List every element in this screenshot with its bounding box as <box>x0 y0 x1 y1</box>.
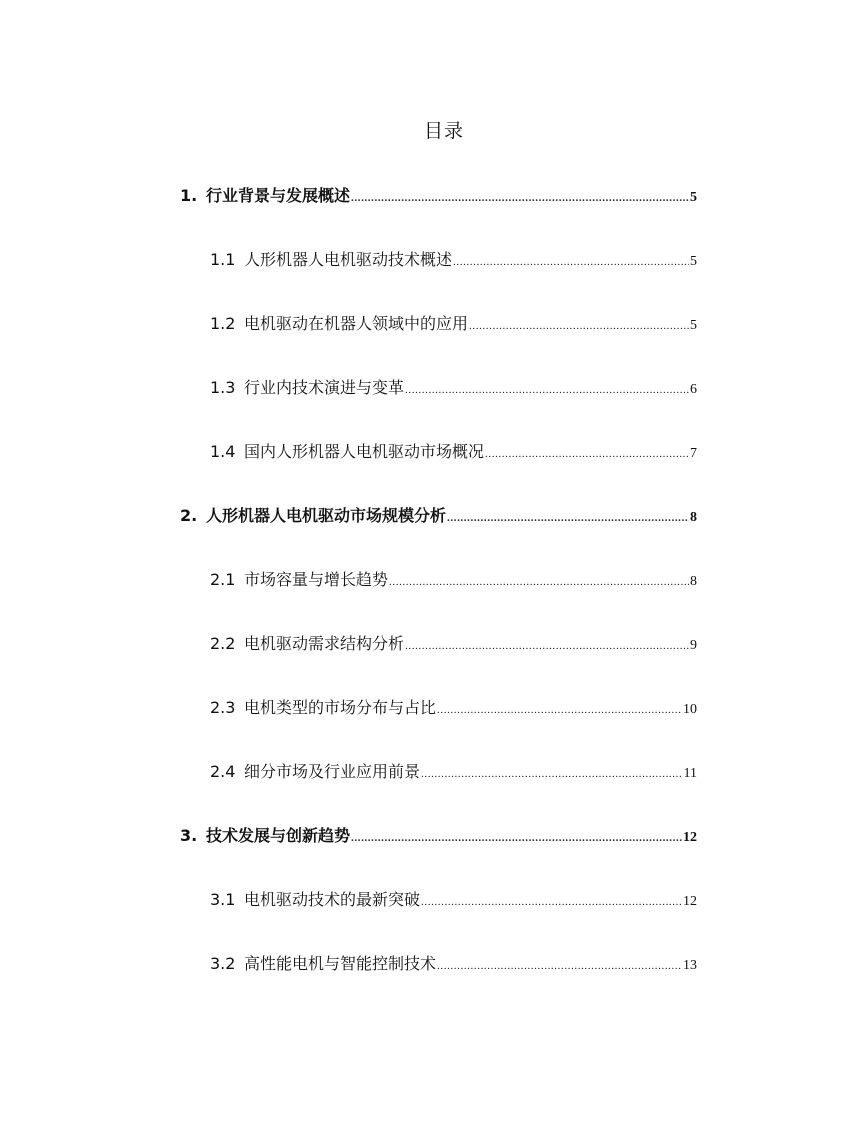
dot-leader <box>405 384 689 396</box>
dot-leader <box>405 640 689 652</box>
toc-entry-page: 10 <box>683 702 697 717</box>
toc-entry-number: 3. <box>180 826 198 845</box>
toc-entry-2-2[interactable] <box>210 631 697 654</box>
toc-entry-title: 电机驱动需求结构分析 <box>244 634 405 653</box>
toc-entry-number: 3.2 <box>210 954 236 973</box>
toc-entry-title: 人形机器人电机驱动市场规模分析 <box>206 506 447 525</box>
dot-leader <box>351 832 682 844</box>
toc-entry-page: 13 <box>683 958 697 973</box>
toc-entry-1-2[interactable] <box>210 311 697 334</box>
toc-entry-3[interactable] <box>180 823 697 846</box>
toc-entry-page: 5 <box>690 190 697 205</box>
toc-entry-page: 12 <box>683 830 697 845</box>
toc-entry-page: 7 <box>690 446 697 461</box>
dot-leader <box>389 576 689 588</box>
toc-entry-2-3[interactable] <box>210 695 697 718</box>
toc-entry-number: 2.4 <box>210 762 236 781</box>
toc-entry-1-3[interactable] <box>210 375 697 398</box>
toc-entry-title: 高性能电机与智能控制技术 <box>244 954 437 973</box>
dot-leader <box>447 512 689 524</box>
toc-entry-number: 1.4 <box>210 442 236 461</box>
dot-leader <box>351 192 689 204</box>
toc-entry-number: 2.1 <box>210 570 236 589</box>
toc-entry-1-4[interactable] <box>210 439 697 462</box>
toc-entry-page: 8 <box>690 510 697 525</box>
dot-leader <box>437 704 682 716</box>
toc-entry-1[interactable] <box>180 183 697 206</box>
toc-entry-2[interactable] <box>180 503 697 526</box>
toc-entry-page: 9 <box>690 638 697 653</box>
toc-entry-page: 11 <box>683 766 697 781</box>
dot-leader <box>485 448 689 460</box>
dot-leader <box>437 960 682 972</box>
toc-entry-page: 6 <box>690 382 697 397</box>
toc-entry-1-1[interactable] <box>210 247 697 270</box>
toc-entry-title: 电机类型的市场分布与占比 <box>244 698 437 717</box>
dot-leader <box>421 896 682 908</box>
toc-entry-number: 2. <box>180 506 198 525</box>
toc-entry-page: 12 <box>683 894 697 909</box>
dot-leader <box>421 768 683 780</box>
toc-entry-title: 技术发展与创新趋势 <box>206 826 351 845</box>
toc-entry-2-1[interactable] <box>210 567 697 590</box>
toc-entry-page: 5 <box>690 318 697 333</box>
toc-entry-title: 人形机器人电机驱动技术概述 <box>244 250 453 269</box>
toc-entry-title: 电机驱动在机器人领域中的应用 <box>244 314 469 333</box>
toc-entry-number: 2.2 <box>210 634 236 653</box>
toc-entry-number: 1.1 <box>210 250 236 269</box>
toc-entry-2-4[interactable] <box>210 759 697 782</box>
toc-entry-title: 市场容量与增长趋势 <box>244 570 389 589</box>
toc-entry-number: 3.1 <box>210 890 236 909</box>
toc-entry-page: 8 <box>690 574 697 589</box>
toc-entry-title: 细分市场及行业应用前景 <box>244 762 421 781</box>
toc-entry-title: 电机驱动技术的最新突破 <box>244 890 421 909</box>
dot-leader <box>469 320 689 332</box>
toc-entry-number: 1.2 <box>210 314 236 333</box>
toc-entry-title: 行业背景与发展概述 <box>206 186 351 205</box>
toc-entry-number: 1. <box>180 186 198 205</box>
toc-entry-title: 行业内技术演进与变革 <box>244 378 405 397</box>
toc-entry-3-1[interactable] <box>210 887 697 910</box>
toc-entry-number: 2.3 <box>210 698 236 717</box>
page-title: 目录 <box>423 120 464 142</box>
toc-entry-title: 国内人形机器人电机驱动市场概况 <box>244 442 485 461</box>
toc-entry-3-2[interactable] <box>210 951 697 974</box>
toc-entry-page: 5 <box>690 254 697 269</box>
toc-entry-number: 1.3 <box>210 378 236 397</box>
dot-leader <box>453 256 689 268</box>
